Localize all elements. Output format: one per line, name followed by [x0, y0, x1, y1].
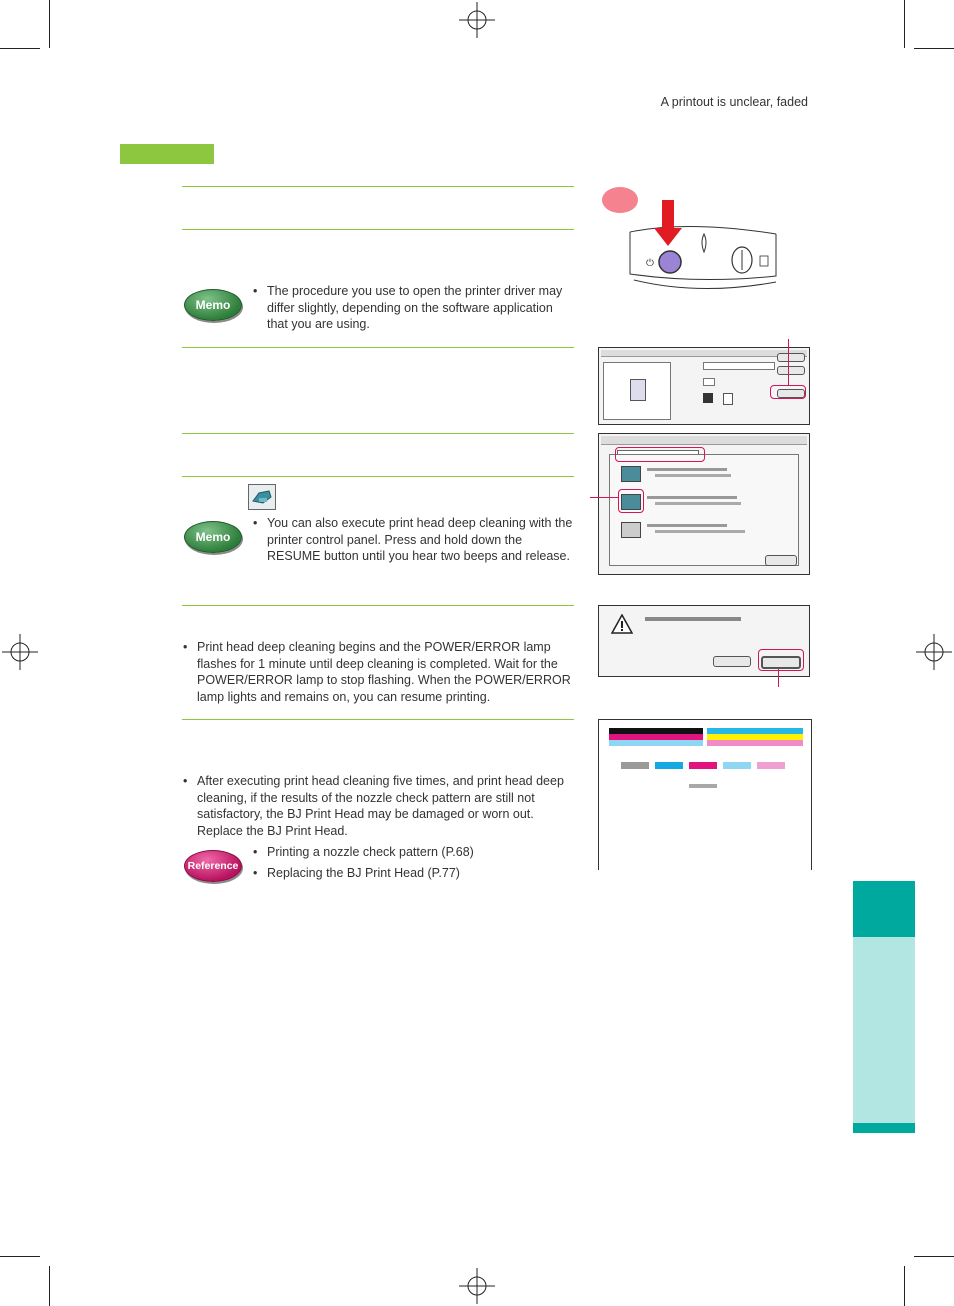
callout-box	[615, 447, 705, 462]
step-divider	[182, 476, 574, 477]
bullet: •	[253, 845, 258, 859]
callout-box	[618, 489, 644, 513]
callout-line	[788, 339, 789, 385]
registration-mark	[459, 1268, 495, 1304]
reference-badge	[184, 850, 242, 882]
cancel-button	[713, 656, 751, 667]
warning-icon	[611, 614, 633, 634]
step-divider	[182, 186, 574, 187]
step-note-text: Print head deep cleaning begins and the POWER/ERROR lamp flashes for 1 minute until deep cleaning is completed. Wait for the POWER/ERROR lamp to stop flashing. When the POWER/ERROR lamp lights and remains on, you can resume printing.	[197, 640, 571, 704]
reference-link[interactable]: Printing a nozzle check pattern (P.68)	[267, 845, 474, 859]
step-divider	[182, 605, 574, 606]
memo-badge	[184, 289, 242, 321]
pink-marker-icon	[602, 187, 638, 213]
chapter-tab-body	[853, 937, 915, 1123]
print-button	[777, 353, 805, 362]
step-divider	[182, 229, 574, 230]
memo-badge	[184, 521, 242, 553]
callout-box	[758, 649, 804, 671]
print-head-cleaning-icon	[621, 466, 641, 482]
section-tab	[120, 144, 214, 164]
bullet: •	[183, 774, 188, 788]
registration-mark	[459, 2, 495, 38]
arrow-icon	[662, 200, 674, 230]
step-note	[183, 639, 573, 705]
reference-badge-label: Reference	[187, 860, 239, 872]
memo-note-text: You can also execute print head deep cleaning with the printer control panel. Press and hold down the RESUME button until you hear two beeps and release.	[267, 516, 573, 564]
memo-note	[253, 283, 573, 333]
final-note	[183, 773, 573, 839]
chapter-tab	[853, 881, 915, 937]
crop-mark	[49, 1266, 50, 1306]
crop-mark	[904, 0, 905, 48]
reference-item[interactable]	[253, 865, 573, 882]
reference-link[interactable]: Replacing the BJ Print Head (P.77)	[267, 866, 460, 880]
memo-badge-label: Memo	[195, 530, 231, 544]
final-note-text: After executing print head cleaning five times, and print head deep cleaning, if the results of the nozzle check pattern are still not satisfactory, the BJ Print Head may be damaged or worn out. Replace the BJ Print Head.	[197, 774, 564, 838]
cancel-button	[777, 366, 805, 375]
crop-mark	[49, 0, 50, 48]
bullet: •	[253, 284, 258, 298]
deep-cleaning-icon	[248, 484, 276, 510]
power-button-icon	[659, 251, 681, 273]
crop-mark	[904, 1266, 905, 1306]
memo-note	[253, 515, 573, 565]
step-divider	[182, 719, 574, 720]
memo-badge-label: Memo	[195, 298, 231, 312]
crop-mark	[0, 1256, 40, 1257]
chapter-tab-footer	[853, 1123, 915, 1133]
memo-note-text: The procedure you use to open the printer driver may differ slightly, depending on the software application that you are using.	[267, 284, 563, 332]
svg-text:⏻: ⏻	[646, 258, 654, 269]
registration-mark	[2, 634, 38, 670]
printer-panel-illustration	[600, 184, 780, 294]
running-title: A printout is unclear, faded	[660, 95, 808, 109]
close-button	[765, 555, 797, 566]
nozzle-check-pattern	[598, 719, 812, 870]
print-head-icon	[249, 485, 275, 509]
step-divider	[182, 347, 574, 348]
reference-item[interactable]	[253, 844, 573, 861]
crop-mark	[0, 48, 40, 49]
bullet: •	[183, 640, 188, 654]
callout-box	[770, 385, 806, 399]
registration-mark	[916, 634, 952, 670]
crop-mark	[914, 48, 954, 49]
preview-pane	[603, 362, 671, 420]
bullet: •	[253, 516, 258, 530]
roller-cleaning-icon	[621, 522, 641, 538]
callout-line	[778, 669, 779, 687]
step-divider	[182, 433, 574, 434]
bullet: •	[253, 866, 258, 880]
callout-line	[590, 497, 618, 498]
crop-mark	[914, 1256, 954, 1257]
